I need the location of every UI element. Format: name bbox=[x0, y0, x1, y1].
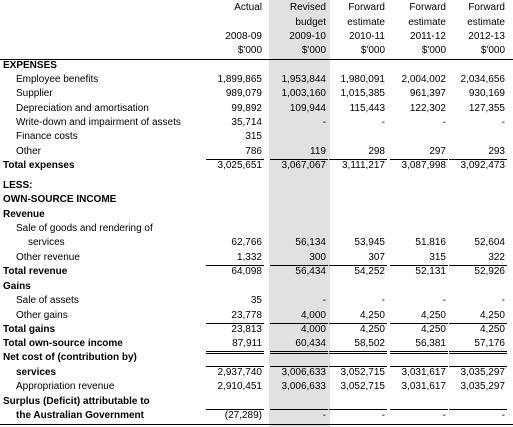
row-label: Other gains bbox=[16, 310, 68, 321]
row-value: - bbox=[442, 295, 446, 306]
row-value: 52,131 bbox=[415, 266, 446, 277]
row-value: - bbox=[381, 117, 385, 128]
row-value: 2,937,740 bbox=[217, 367, 262, 378]
row-value: 4,250 bbox=[359, 324, 385, 335]
column-header-line: $'000 bbox=[301, 45, 326, 56]
row-value: 4,000 bbox=[300, 324, 326, 335]
column-header-line: 2012-13 bbox=[468, 31, 505, 42]
row-label: Employee benefits bbox=[16, 74, 99, 85]
table-rule bbox=[449, 366, 507, 367]
row-value: 1,980,091 bbox=[340, 74, 385, 85]
row-value: 4,250 bbox=[479, 310, 505, 321]
row-value: - bbox=[501, 410, 505, 421]
table-rule bbox=[329, 323, 387, 324]
column-header-line: $'000 bbox=[360, 45, 385, 56]
row-value: 4,250 bbox=[359, 310, 385, 321]
column-header-line: estimate bbox=[408, 17, 446, 28]
row-label: Depreciation and amortisation bbox=[16, 103, 149, 114]
column-header-line: $'000 bbox=[480, 45, 505, 56]
row-value: 1,015,385 bbox=[340, 88, 385, 99]
row-value: - bbox=[322, 410, 326, 421]
table-rule bbox=[329, 351, 387, 352]
row-value: 119 bbox=[310, 146, 326, 157]
row-value: - bbox=[442, 410, 446, 421]
column-header-line: $'000 bbox=[421, 45, 446, 56]
row-value: 3,006,633 bbox=[281, 381, 326, 392]
column-header-line: Forward bbox=[348, 2, 385, 13]
row-value: 1,332 bbox=[236, 252, 262, 263]
row-value: - bbox=[322, 117, 326, 128]
row-label: Appropriation revenue bbox=[16, 381, 115, 392]
row-value: 60,434 bbox=[295, 338, 326, 349]
row-label: Finance costs bbox=[16, 131, 78, 142]
table-rule bbox=[270, 366, 328, 367]
column-header-line: Revised bbox=[289, 2, 326, 13]
row-value: 315 bbox=[245, 131, 262, 142]
column-header-line: estimate bbox=[347, 17, 385, 28]
row-value: 3,087,998 bbox=[401, 160, 446, 171]
table-rule bbox=[0, 424, 513, 425]
row-value: 23,813 bbox=[231, 324, 262, 335]
row-label: OWN-SOURCE INCOME bbox=[3, 194, 117, 205]
column-header-line: Forward bbox=[468, 2, 505, 13]
row-label: EXPENSES bbox=[3, 60, 57, 71]
row-label: LESS: bbox=[3, 180, 33, 191]
column-header-line: 2009-10 bbox=[289, 31, 326, 42]
row-value: 57,176 bbox=[474, 338, 505, 349]
column-header-line: 2011-12 bbox=[410, 31, 446, 42]
row-value: 3,052,715 bbox=[340, 381, 385, 392]
table-rule bbox=[206, 409, 264, 410]
row-value: 4,250 bbox=[420, 310, 446, 321]
row-value: 315 bbox=[429, 252, 446, 263]
row-value: 51,816 bbox=[415, 237, 446, 248]
column-header-line: Actual bbox=[234, 2, 262, 13]
table-rule bbox=[390, 366, 448, 367]
row-value: 3,052,715 bbox=[340, 367, 385, 378]
table-rule bbox=[270, 323, 328, 324]
table-rule bbox=[206, 159, 264, 160]
table-rule bbox=[449, 265, 507, 266]
table-rule bbox=[0, 59, 513, 60]
row-value: 52,604 bbox=[474, 237, 505, 248]
column-header-line: Forward bbox=[409, 2, 446, 13]
row-value: 1,899,865 bbox=[217, 74, 262, 85]
row-value: 989,079 bbox=[225, 88, 262, 99]
budget-column-shading bbox=[269, 0, 330, 427]
row-label: Other revenue bbox=[16, 252, 80, 263]
row-value: 786 bbox=[245, 146, 262, 157]
table-rule bbox=[206, 265, 264, 266]
row-label: Net cost of (contribution by) bbox=[3, 352, 137, 363]
row-label: Total expenses bbox=[3, 160, 75, 171]
row-label: Other bbox=[16, 146, 42, 157]
row-value: 115,443 bbox=[349, 103, 385, 114]
row-value: - bbox=[442, 117, 446, 128]
row-value: - bbox=[501, 295, 505, 306]
row-value: 3,067,067 bbox=[281, 160, 326, 171]
row-value: 2,034,656 bbox=[460, 74, 505, 85]
table-rule bbox=[206, 323, 264, 324]
column-header-line: 2010-11 bbox=[349, 31, 385, 42]
row-value: 109,944 bbox=[289, 103, 326, 114]
row-value: - bbox=[381, 410, 385, 421]
row-label: Supplier bbox=[16, 88, 53, 99]
row-value: 2,004,002 bbox=[401, 74, 446, 85]
row-value: 297 bbox=[429, 146, 446, 157]
table-rule bbox=[206, 366, 264, 367]
table-rule bbox=[329, 366, 387, 367]
row-value: 3,092,473 bbox=[460, 160, 505, 171]
table-rule bbox=[206, 351, 264, 352]
row-value: 62,766 bbox=[231, 237, 262, 248]
row-label: Total gains bbox=[3, 324, 56, 335]
row-value: - bbox=[322, 295, 326, 306]
column-header-line: budget bbox=[295, 17, 326, 28]
table-rule bbox=[270, 265, 328, 266]
row-value: 122,302 bbox=[409, 103, 446, 114]
row-value: 2,910,451 bbox=[217, 381, 262, 392]
row-label: Sale of assets bbox=[16, 295, 79, 306]
table-rule bbox=[390, 159, 448, 160]
table-rule bbox=[270, 351, 328, 352]
column-header-line: estimate bbox=[467, 17, 505, 28]
row-value: 56,434 bbox=[295, 266, 326, 277]
row-value: 99,892 bbox=[231, 103, 262, 114]
row-value: 52,926 bbox=[474, 266, 505, 277]
row-label: services bbox=[16, 367, 57, 378]
table-rule bbox=[270, 159, 328, 160]
column-header-line: 2008-09 bbox=[225, 31, 262, 42]
row-value: 3,031,617 bbox=[401, 367, 446, 378]
table-rule bbox=[329, 159, 387, 160]
row-value: 4,250 bbox=[479, 324, 505, 335]
row-value: 4,250 bbox=[420, 324, 446, 335]
row-value: 961,397 bbox=[409, 88, 446, 99]
table-rule bbox=[449, 353, 507, 354]
table-rule bbox=[390, 323, 448, 324]
row-value: 298 bbox=[368, 146, 385, 157]
row-value: 3,031,617 bbox=[401, 381, 446, 392]
row-value: 87,911 bbox=[232, 338, 262, 349]
row-label: Write-down and impairment of assets bbox=[16, 117, 181, 128]
row-value: 64,098 bbox=[231, 266, 262, 277]
table-rule bbox=[390, 353, 448, 354]
row-value: 3,035,297 bbox=[460, 381, 505, 392]
table-rule bbox=[449, 323, 507, 324]
column-header-line: $'000 bbox=[237, 45, 262, 56]
row-value: 3,035,297 bbox=[460, 367, 505, 378]
row-value: 3,025,651 bbox=[217, 160, 262, 171]
row-label: Surplus (Deficit) attributable to bbox=[3, 396, 150, 407]
row-value: 23,778 bbox=[231, 310, 262, 321]
row-label: services bbox=[28, 237, 65, 248]
row-value: 3,111,217 bbox=[341, 160, 385, 171]
table-rule bbox=[270, 409, 328, 410]
table-rule bbox=[449, 409, 507, 410]
row-value: 300 bbox=[309, 252, 326, 263]
row-value: 56,381 bbox=[415, 338, 446, 349]
row-value: 293 bbox=[488, 146, 505, 157]
table-rule bbox=[449, 159, 507, 160]
row-label: Gains bbox=[3, 281, 31, 292]
table-rule bbox=[206, 353, 264, 354]
row-value: 1,003,160 bbox=[281, 88, 326, 99]
row-value: 127,355 bbox=[468, 103, 505, 114]
row-label: Revenue bbox=[3, 209, 45, 220]
table-rule bbox=[390, 351, 448, 352]
row-value: 35 bbox=[250, 295, 262, 306]
table-rule bbox=[270, 353, 328, 354]
row-value: (27,289) bbox=[224, 410, 262, 421]
row-value: 54,252 bbox=[354, 266, 385, 277]
row-value: 307 bbox=[368, 252, 385, 263]
row-value: - bbox=[381, 295, 385, 306]
table-rule bbox=[390, 265, 448, 266]
table-rule bbox=[329, 265, 387, 266]
row-value: 322 bbox=[488, 252, 505, 263]
row-value: 1,953,844 bbox=[281, 74, 326, 85]
table-rule bbox=[329, 409, 387, 410]
row-value: 3,006,633 bbox=[281, 367, 326, 378]
row-value: 53,945 bbox=[354, 237, 385, 248]
row-label: the Australian Government bbox=[16, 410, 144, 421]
row-value: - bbox=[501, 117, 505, 128]
table-rule bbox=[329, 353, 387, 354]
row-label: Total own-source income bbox=[3, 338, 123, 349]
table-rule bbox=[390, 409, 448, 410]
table-rule bbox=[449, 351, 507, 352]
row-value: 56,134 bbox=[295, 237, 326, 248]
row-label: Total revenue bbox=[3, 266, 68, 277]
row-value: 4,000 bbox=[300, 310, 326, 321]
row-value: 930,169 bbox=[468, 88, 505, 99]
row-value: 35,714 bbox=[231, 117, 262, 128]
row-value: 58,502 bbox=[354, 338, 385, 349]
row-label: Sale of goods and rendering of bbox=[16, 223, 153, 234]
